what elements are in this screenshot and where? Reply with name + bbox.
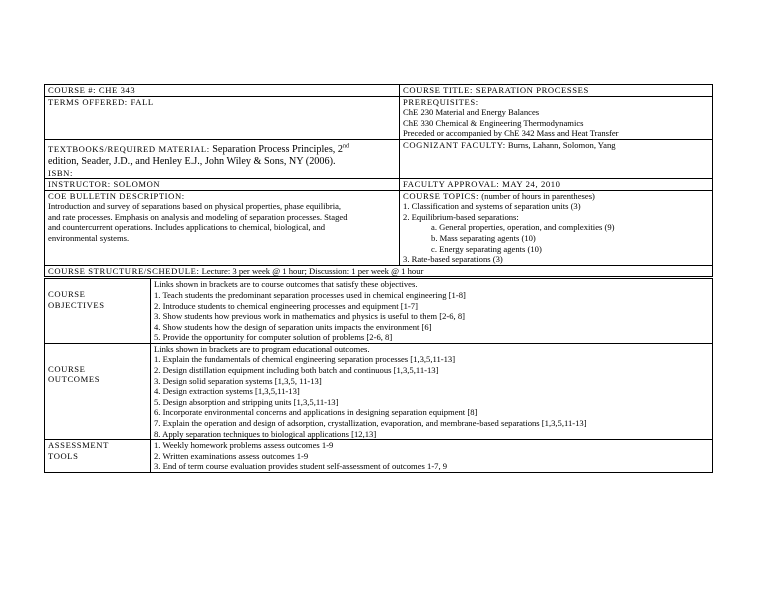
outcome-item: 7. Explain the operation and design of adsorption, crystallization, evaporation, and membrane-based separations [1,3,5,11-13]: [154, 418, 587, 429]
bulletin-line: and countercurrent operations. Includes applications to chemical, biological, and: [48, 222, 326, 233]
assessment-label-cell: [45, 440, 151, 473]
terms-row: [45, 96, 713, 139]
objective-item: 3. Show students how previous work in mathematics and physics is useful to them [2-6, 8]: [154, 311, 466, 322]
textbooks-cell: [45, 139, 400, 178]
outcomes-content: [151, 343, 713, 439]
description-row: [45, 190, 713, 265]
bulletin-line: Introduction and survey of separations based on physical properties, phase equilibria,: [48, 201, 342, 212]
outcome-item: 2. Design distillation equipment including both batch and continuous [1,3,5,11-13]: [154, 365, 439, 376]
bulletin-label: COE BULLETIN DESCRIPTION:: [48, 190, 185, 201]
instructor-row: [45, 178, 713, 190]
prerequisites-label: PREREQUISITES:: [403, 96, 479, 107]
course-structure-cell: [45, 265, 713, 278]
course-title: COURSE TITLE: SEPARATION PROCESSES: [400, 85, 713, 97]
prerequisite-item: ChE 330 Chemical & Engineering Thermodynamics: [403, 117, 584, 128]
outcome-item: 6. Incorporate environmental concerns and applications in designing separation equipment [8]: [154, 407, 478, 418]
faculty-approval: FACULTY APPROVAL: MAY 24, 2010: [400, 178, 713, 190]
objective-item: 2. Introduce students to chemical engineering processes and equipment [1-7]: [154, 300, 418, 311]
objectives-intro: Links shown in brackets are to course outcomes that satisfy these objectives.: [154, 279, 418, 290]
objectives-label: OBJECTIVES: [48, 299, 105, 310]
textbooks-label: TEXTBOOKS/REQUIRED MATERIAL:: [48, 143, 210, 154]
course-topics-cell: [400, 190, 713, 265]
cognizant-faculty-names: Burns, Lahann, Solomon, Yang: [505, 139, 616, 150]
outcome-item: 3. Design solid separation systems [1,3,5, 11-13]: [154, 375, 322, 386]
outcomes-label: COURSE: [48, 363, 86, 374]
assessment-row: [45, 440, 713, 473]
structure-row: [45, 265, 713, 278]
topics-label: COURSE TOPICS:: [403, 190, 480, 201]
topic-item: 2. Equilibrium-based separations:: [403, 211, 519, 222]
course-number: COURSE #: CHE 343: [45, 85, 400, 97]
objectives-label: COURSE: [48, 289, 86, 300]
terms-offered: TERMS OFFERED: FALL: [45, 96, 400, 139]
outcomes-label-cell: [45, 343, 151, 439]
textbook-details: edition, Seader, J.D., and Henley E.J., John Wiley & Sons, NY (2006).: [48, 155, 336, 167]
objectives-content: [151, 278, 713, 344]
bulletin-description-cell: [45, 190, 400, 265]
topics-note: (number of hours in parentheses): [479, 190, 595, 201]
assessment-item: 1. Weekly homework problems assess outcomes 1-9: [154, 440, 334, 451]
syllabus-table: [44, 84, 713, 473]
textbook-isbn: ISBN:: [48, 167, 73, 178]
objective-item: 1. Teach students the predominant separation processes used in chemical engineering [1-8]: [154, 289, 466, 300]
outcomes-intro: Links shown in brackets are to program educational outcomes.: [154, 343, 370, 354]
topic-subitem: b. Mass separating agents (10): [431, 232, 536, 243]
structure-label: COURSE STRUCTURE/SCHEDULE:: [48, 265, 200, 276]
outcomes-row: [45, 343, 713, 439]
assessment-content: [151, 440, 713, 473]
outcome-item: 1. Explain the fundamentals of chemical engineering separation processes [1,3,5,11-13]: [154, 354, 456, 365]
outcome-item: 8. Apply separation techniques to biological applications [12,13]: [154, 428, 377, 439]
cognizant-faculty-label: COGNIZANT FACULTY:: [403, 139, 506, 150]
textbooks-row: [45, 139, 713, 178]
prerequisites-cell: [400, 96, 713, 139]
textbook-title: Separation Process Principles, 2: [209, 143, 343, 155]
topic-item: 3. Rate-based separations (3): [403, 254, 503, 265]
assessment-item: 2. Written examinations assess outcomes 1-9: [154, 450, 309, 461]
bulletin-line: and rate processes. Emphasis on analysis and modeling of separation processes. Staged: [48, 211, 348, 222]
assessment-label: TOOLS: [48, 450, 79, 461]
topic-subitem: a. General properties, operation, and complexities (9): [431, 222, 615, 233]
assessment-label: ASSESSMENT: [48, 440, 109, 451]
structure-value: Lecture: 3 per week @ 1 hour; Discussion: 1 per week @ 1 hour: [199, 265, 424, 276]
prerequisite-item: Preceded or accompanied by ChE 342 Mass and Heat Transfer: [403, 128, 619, 139]
outcome-item: 4. Design extraction systems [1,3,5,11-13]: [154, 386, 300, 397]
course-header-row: [45, 85, 713, 97]
objective-item: 4. Show students how the design of separation units impacts the environment [6]: [154, 321, 432, 332]
objectives-row: [45, 278, 713, 344]
topic-item: 1. Classification and systems of separation units (3): [403, 201, 581, 212]
objectives-label-cell: [45, 278, 151, 344]
textbook-edition-superscript: nd: [342, 143, 349, 150]
outcome-item: 5. Design absorption and stripping units [1,3,5,11-13]: [154, 396, 339, 407]
instructor: INSTRUCTOR: SOLOMON: [45, 178, 400, 190]
outcomes-label: OUTCOMES: [48, 374, 101, 385]
topic-subitem: c. Energy separating agents (10): [431, 243, 542, 254]
course-syllabus-document: [44, 84, 712, 473]
bulletin-line: environmental systems.: [48, 232, 130, 243]
prerequisite-item: ChE 230 Material and Energy Balances: [403, 107, 540, 118]
assessment-item: 3. End of term course evaluation provides student self-assessment of outcomes 1-7, 9: [154, 461, 448, 472]
objective-item: 5. Provide the opportunity for computer solution of problems [2-6, 8]: [154, 332, 393, 343]
cognizant-faculty-cell: [400, 139, 713, 178]
